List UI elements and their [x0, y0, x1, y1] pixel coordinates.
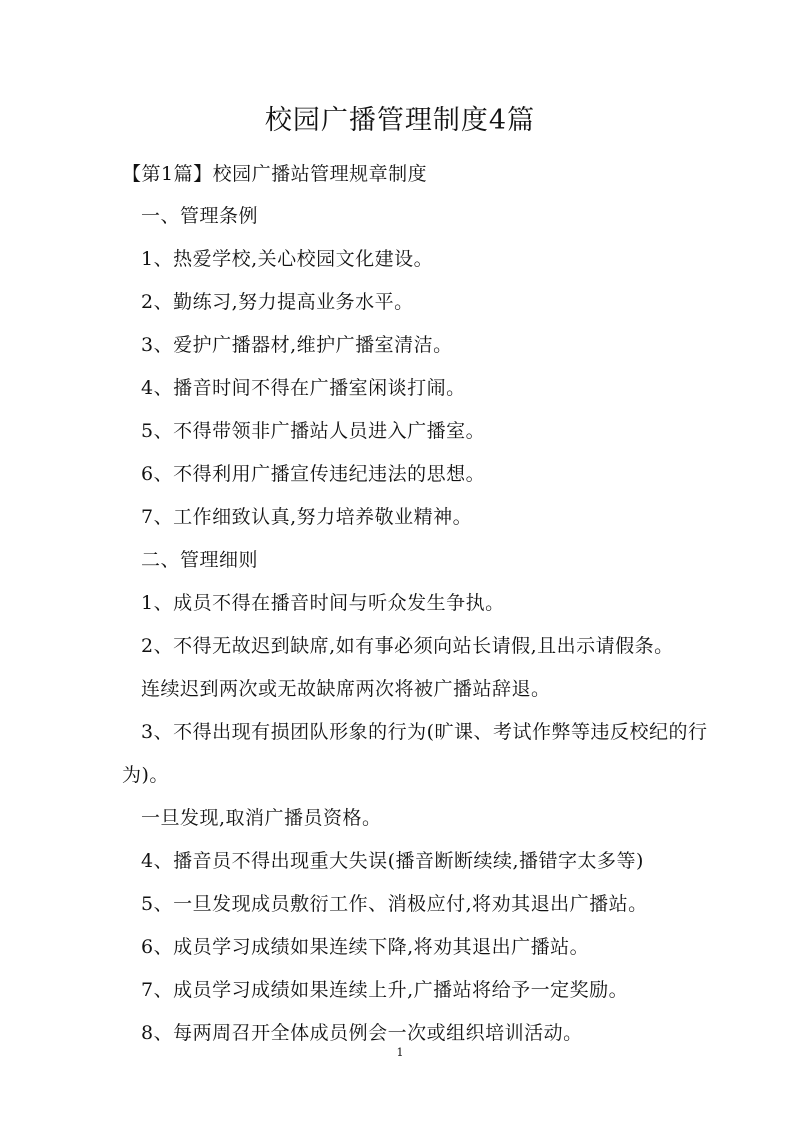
list-item: 7、成员学习成绩如果连续上升,广播站将给予一定奖励。: [141, 979, 629, 1001]
list-item: 2、勤练习,努力提高业务水平。: [141, 291, 414, 313]
list-item: 1、热爱学校,关心校园文化建设。: [141, 248, 434, 270]
list-item: 4、播音员不得出现重大失误(播音断断续续,播错字太多等): [141, 850, 644, 872]
list-item: 连续迟到两次或无故缺席两次将被广播站辞退。: [141, 678, 551, 700]
list-item: 4、播音时间不得在广播室闲谈打闹。: [141, 377, 466, 399]
list-item: 5、一旦发现成员敷衍工作、消极应付,将劝其退出广播站。: [141, 893, 648, 915]
list-item: 5、不得带领非广播站人员进入广播室。: [141, 420, 486, 442]
list-item: 一旦发现,取消广播员资格。: [141, 807, 382, 829]
list-item: 1、成员不得在播音时间与听众发生争执。: [141, 592, 505, 614]
page-number: 1: [396, 1046, 404, 1059]
list-item: 3、不得出现有损团队形象的行为(旷课、考试作弊等违反校纪的行: [141, 721, 708, 743]
list-item-continuation: 为)。: [122, 764, 169, 786]
list-item: 3、爱护广播器材,维护广播室清洁。: [141, 334, 453, 356]
list-item: 7、工作细致认真,努力培养敬业精神。: [141, 506, 473, 528]
list-item: 2、不得无故迟到缺席,如有事必须向站长请假,且出示请假条。: [141, 635, 674, 657]
list-item: 8、每两周召开全体成员例会一次或组织培训活动。: [141, 1022, 583, 1044]
list-item: 6、不得利用广播宣传违纪违法的思想。: [141, 463, 486, 485]
section-heading: 【第1篇】校园广播站管理规章制度: [122, 163, 428, 185]
subheading-management-details: 二、管理细则: [141, 549, 259, 571]
document-title: 校园广播管理制度4篇: [264, 105, 536, 136]
list-item: 6、成员学习成绩如果连续下降,将劝其退出广播站。: [141, 936, 590, 958]
subheading-management-rules: 一、管理条例: [141, 205, 259, 227]
